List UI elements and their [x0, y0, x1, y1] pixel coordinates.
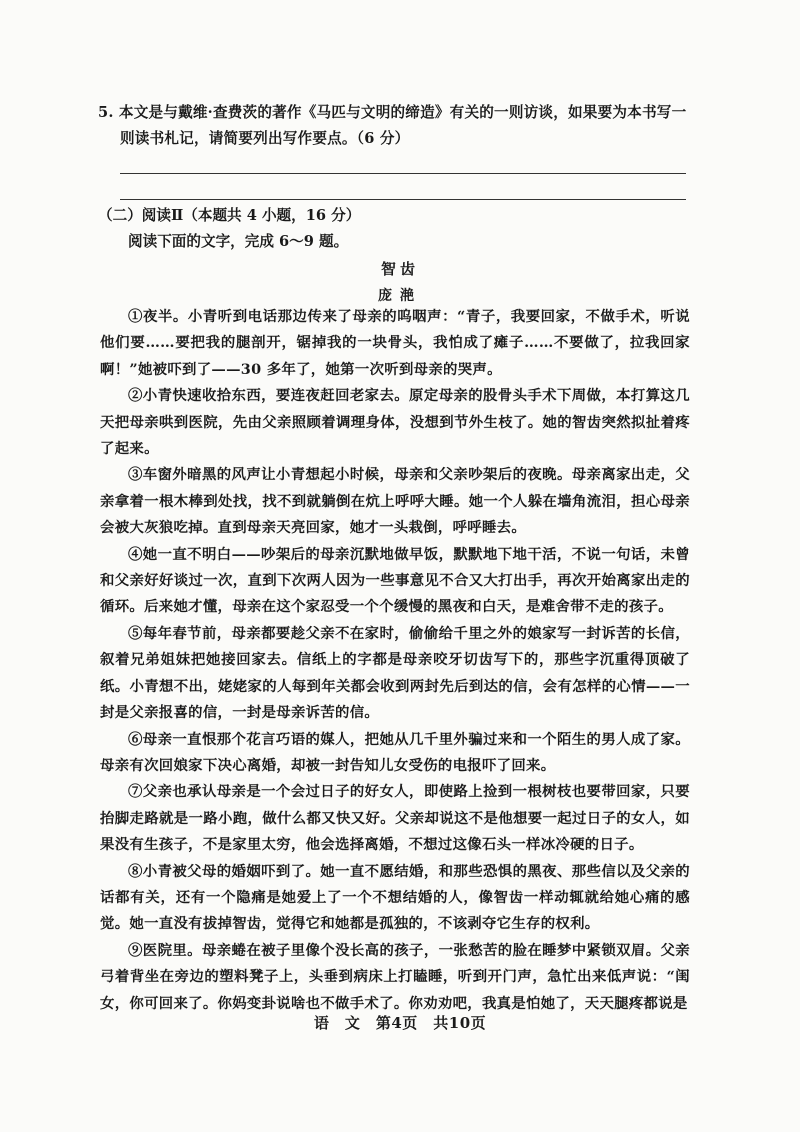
page-footer: 语 文 第4页 共10页: [313, 1014, 487, 1032]
paragraph-3: ③车窗外暗黑的风声让小青想起小时候，母亲和父亲吵架后的夜晚。母亲离家出走，父亲拿着一根木棒到处找，找不到就躺倒在炕上呼呼大睡。她一个人躲在墙角流泪，担心母亲会被大灰狼吃掉。直到母亲天亮回家，她才一头栽倒，呼呼睡去。: [100, 466, 690, 537]
question-5: [98, 100, 698, 152]
paragraph-8: ⑧小青被父母的婚姻吓到了。她一直不愿结婚，和那些恐惧的黑夜、那些信以及父亲的话都有关，还有一个隐痛是她爱上了一个不想结婚的人，像智齿一样动辄就给她心痛的感觉。她一直没有拔掉智齿，觉得它和她都是孤独的，不该剥夺它生存的权利。: [100, 862, 690, 933]
article-author: 庞滟: [378, 288, 422, 304]
section-heading: （二）阅读Ⅱ（本题共 4 小题，16 分）: [98, 207, 361, 224]
paragraph-7: ⑦父亲也承认母亲是一个会过日子的好女人，即使路上捡到一根树枝也要带回家，只要抬脚走路就是一路小跑，做什么都又快又好。父亲却说这不是他想要一起过日子的女人，如果没有生孩子，不是家里太穷，他会选择离婚，不想过这像石头一样冰冷硬的日子。: [100, 783, 690, 854]
article-title: 智齿: [380, 260, 419, 278]
paragraph-9: ⑨医院里。母亲蜷在被子里像个没长高的孩子，一张愁苦的脸在睡梦中紧锁双眉。父亲弓着背坐在旁边的塑料凳子上，头垂到病床上打瞌睡，听到开门声，急忙出来低声说：“闺女，你可回来了。你妈变卦说啥也不做手术了。你劝劝吧，我真是怕她了，天天腿疼都说是: [100, 941, 690, 1012]
question-5-line-2: 则读书札记，请简要列出写作要点。（6 分）: [120, 130, 410, 147]
answer-line-2: [120, 199, 686, 200]
paragraph-6: ⑥母亲一直恨那个花言巧语的媒人，把她从几千里外骗过来和一个陌生的男人成了家。母亲有次回娘家下决心离婚，却被一封告知儿女受伤的电报吓了回来。: [100, 730, 690, 774]
reading-instruction: 阅读下面的文字，完成 6～9 题。: [128, 233, 349, 250]
article-body: [100, 304, 690, 1017]
paragraph-4: ④她一直不明白——吵架后的母亲沉默地做早饭，默默地下地干活，不说一句话，未曾和父亲好好谈过一次，直到下次两人因为一些事意见不合又大打出手，再次开始离家出走的循环。后来她才懂，母亲在这个家忍受一个个缓慢的黑夜和白天，是难舍带不走的孩子。: [100, 545, 690, 616]
question-5-line-1: 5. 本文是与戴维·查费茨的著作《马匹与文明的缔造》有关的一则访谈，如果要为本书写一: [98, 104, 687, 121]
paragraph-1: ①夜半。小青听到电话那边传来了母亲的呜咽声：“青子，我要回家，不做手术，听说他们要……要把我的腿剖开，锯掉我的一块骨头，我怕成了瘫子……不要做了，拉我回家啊！”她被吓到了——30 多年了，她第一次听到母亲的哭声。: [100, 308, 690, 378]
paragraph-5: ⑤每年春节前，母亲都要趁父亲不在家时，偷偷给千里之外的娘家写一封诉苦的长信，叙着兄弟姐妹把她接回家去。信纸上的字都是母亲咬牙切齿写下的，那些字沉重得顶破了纸。小青想不出，姥姥家的人每到年关都会收到两封先后到达的信，会有怎样的心情——一封是父亲报喜的信，一封是母亲诉苦的信。: [100, 624, 690, 722]
paragraph-2: ②小青快速收拾东西，要连夜赶回老家去。原定母亲的股骨头手术下周做，本打算这几天把母亲哄到医院，先由父亲照顾着调理身体，没想到节外生枝了。她的智齿突然拟扯着疼了起来。: [100, 387, 690, 458]
answer-line-1: [120, 173, 686, 174]
